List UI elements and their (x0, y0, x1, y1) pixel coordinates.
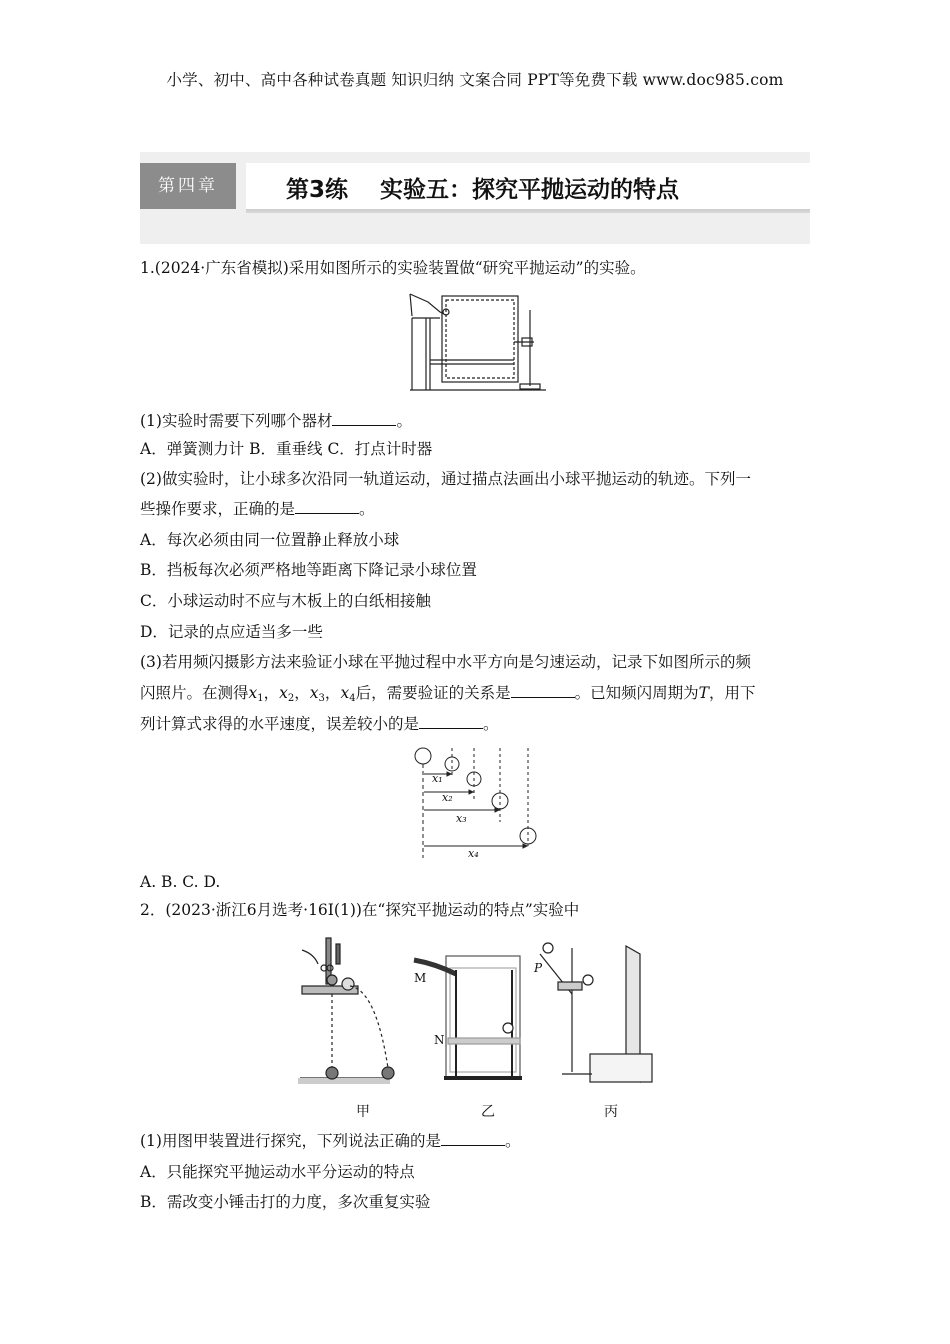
label-x4: x₄ (468, 847, 479, 860)
q1-part3-line1: (3)若用频闪摄影方法来验证小球在平抛过程中水平方向是匀速运动，记录下如图所示的频 (140, 653, 751, 671)
q1-part2-line1: (2)做实验时，让小球多次沿同一轨道运动，通过描点法画出小球平抛运动的轨迹。下列一 (140, 470, 751, 488)
label-x3: x₃ (456, 812, 467, 825)
q1-option-d: D．记录的点应适当多一些 (140, 623, 323, 641)
site-header: 小学、初中、高中各种试卷真题 知识归纳 文案合同 PPT等免费下载 www.doc985.com (166, 71, 784, 89)
q1-part3-text-b: 后，需要验证的关系是 (355, 684, 511, 702)
q1-part3-text-e: 列计算式求得的水平速度，误差较小的是 (140, 715, 420, 733)
q2-apparatus-figures (296, 934, 660, 1090)
var-t: T (698, 684, 709, 702)
q1-part3-options: A. B. C. D. (140, 873, 221, 891)
chapter-label: 第四章 (140, 163, 236, 209)
caption-jia: 甲 (356, 1104, 370, 1120)
q1-stem: 1.(2024·广东省模拟)采用如图所示的实验装置做“研究平抛运动”的实验。 (140, 259, 646, 277)
var-x2: x (279, 684, 288, 702)
strobe-photo-figure (408, 742, 542, 860)
var-x1: x (248, 684, 258, 702)
var-x3: x (309, 684, 319, 702)
caption-bing: 丙 (604, 1104, 618, 1120)
page-title: 第3练 实验五：探究平抛运动的特点 (286, 177, 680, 203)
q1-part3-blank2[interactable] (419, 714, 483, 729)
q2-option-b: B．需改变小锤击打的力度，多次重复实验 (140, 1193, 431, 1211)
q1-apparatus-figure (408, 290, 548, 392)
q1-part2-text: 些操作要求，正确的是 (140, 500, 296, 518)
q1-part1 (140, 411, 810, 431)
q2-stem: 2．(2023·浙江6月选考·16Ⅰ(1))在“探究平抛运动的特点”实验中 (140, 901, 580, 919)
q1-part2-line2 (140, 499, 810, 519)
q1-option-a: A．每次必须由同一位置静止释放小球 (140, 531, 400, 549)
q1-option-b: B．挡板每次必须严格地等距离下降记录小球位置 (140, 561, 477, 579)
q1-option-c: C．小球运动时不应与木板上的白纸相接触 (140, 592, 431, 610)
label-x1: x₁ (432, 772, 443, 785)
q1-part2-blank[interactable] (295, 499, 359, 514)
q2-part1-end: 。 (504, 1132, 521, 1150)
q2-part1-text: (1)用图甲装置进行探究，下列说法正确的是 (140, 1132, 441, 1150)
label-p: P (534, 961, 543, 975)
q1-part1-options: A．弹簧测力计 B．重垂线 C．打点计时器 (140, 440, 433, 458)
q1-part1-text: (1)实验时需要下列哪个器材 (140, 412, 333, 430)
q1-part3-text-a: 闪照片。在测得 (140, 684, 249, 702)
label-x2: x₂ (442, 791, 453, 804)
title-box (246, 163, 810, 211)
label-n: N (434, 1033, 445, 1047)
q1-part1-blank[interactable] (332, 411, 396, 426)
q1-part1-end: 。 (396, 412, 412, 430)
q2-part1 (140, 1131, 810, 1151)
q1-part3-text-d: ，用下 (708, 684, 756, 702)
label-m: M (414, 971, 427, 985)
q1-part3-line3 (140, 714, 810, 734)
q1-part3-end: 。 (483, 715, 499, 733)
var-x4: x (340, 684, 350, 702)
q1-part3-text-c: 。已知频闪周期为 (574, 684, 699, 702)
q1-part3-blank1[interactable] (511, 683, 575, 698)
q1-part3-line2: 闪照片。在测得$x_1$，$x_2$，$x_3$，$x_4$后，需要验证的关系是 。已知频闪周期为T，用下 (140, 684, 756, 704)
caption-yi: 乙 (481, 1104, 495, 1120)
q1-part2-end: 。 (359, 500, 375, 518)
q2-part1-blank[interactable] (441, 1131, 505, 1146)
q2-option-a: A．只能探究平抛运动水平分运动的特点 (140, 1163, 415, 1181)
